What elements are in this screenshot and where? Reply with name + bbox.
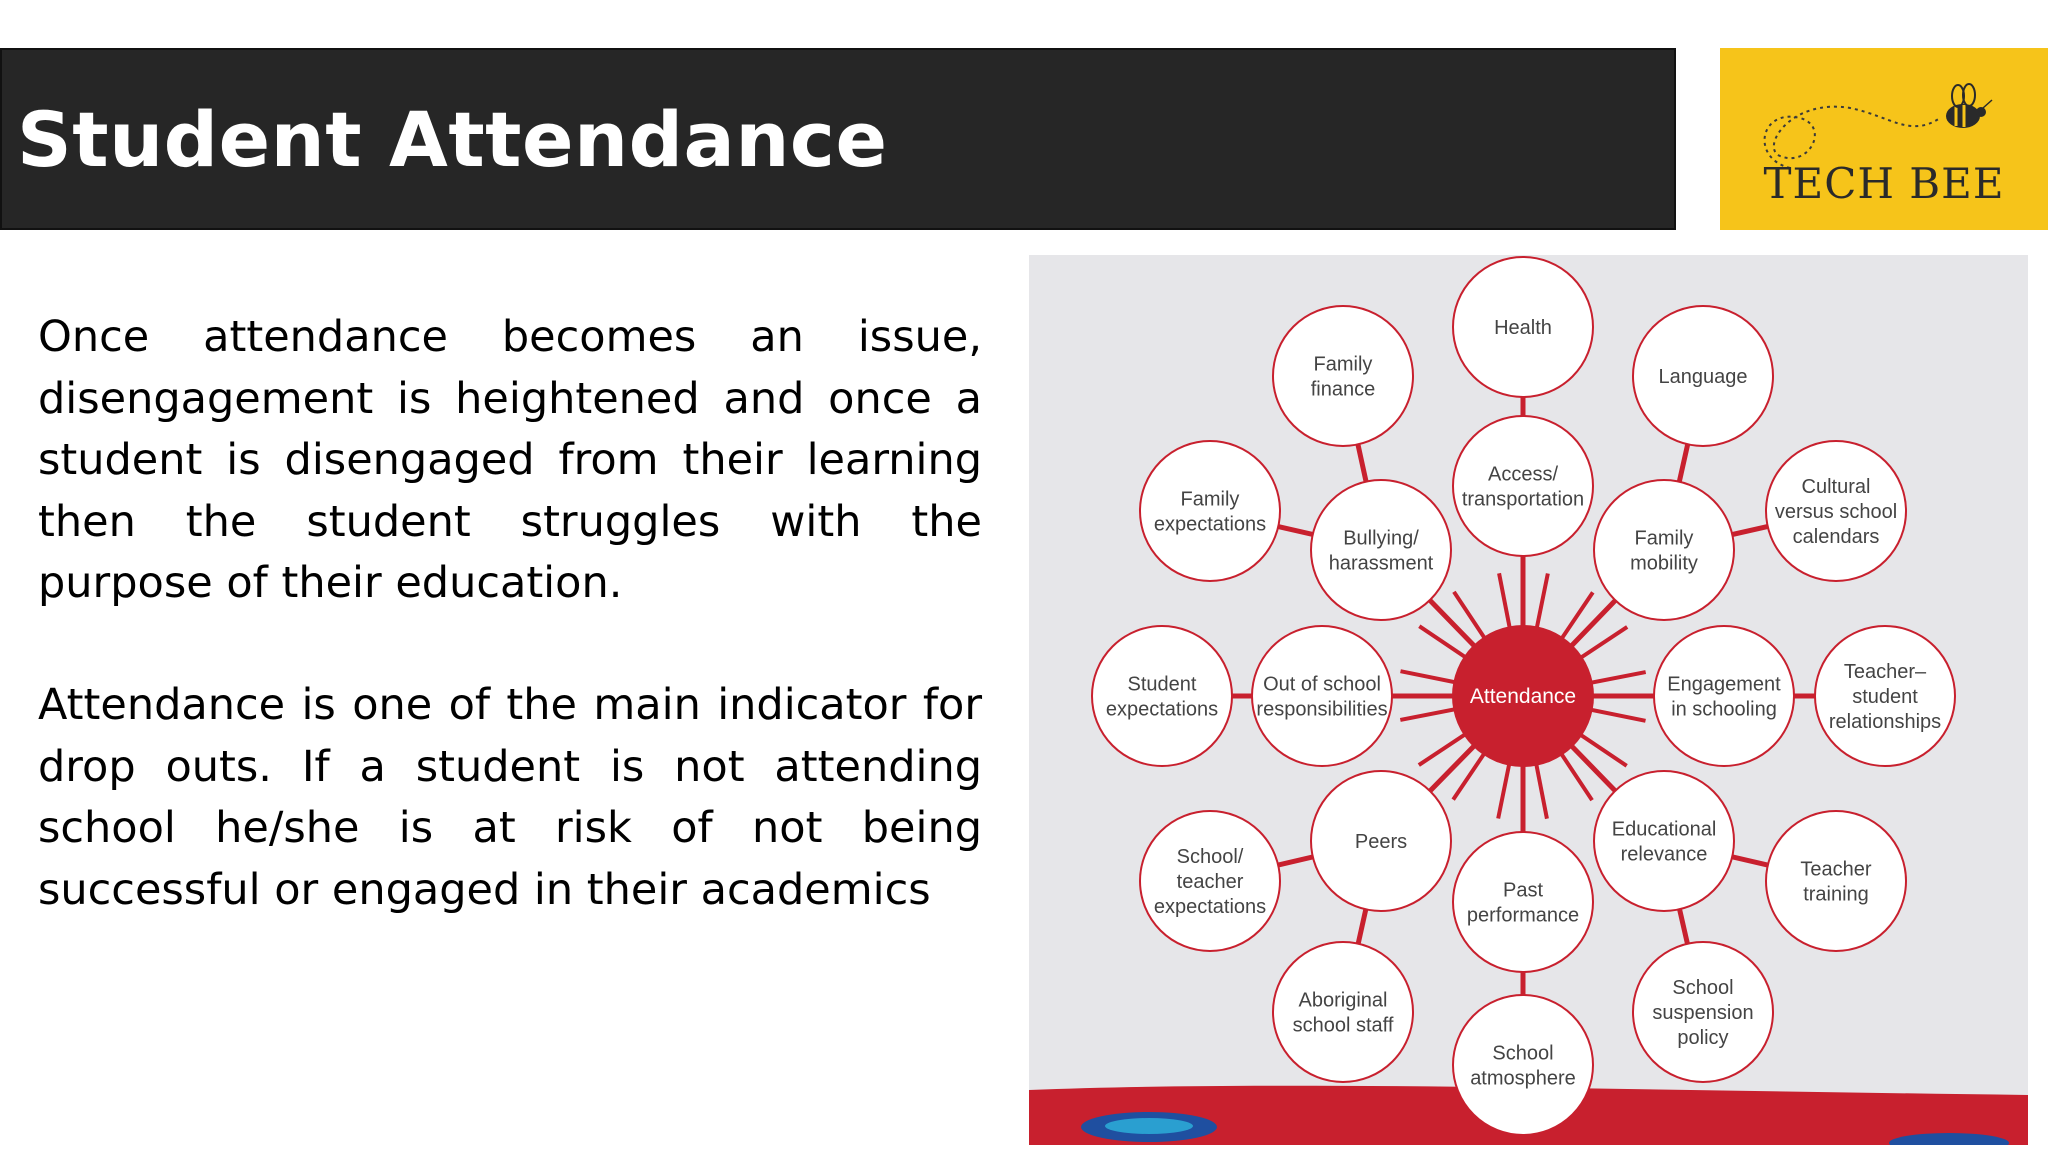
node-circle xyxy=(1594,480,1734,620)
title-bar xyxy=(0,48,1676,230)
node-label: relationships xyxy=(1828,711,1942,733)
node-label: finance xyxy=(1310,378,1376,401)
logo-text: TECH BEE xyxy=(1763,159,2005,208)
node-label: Engagement xyxy=(1667,673,1781,696)
node-teacher-student-relationships xyxy=(1815,626,1955,766)
node-school-suspension-policy xyxy=(1633,942,1773,1082)
node-label: expectations xyxy=(1153,896,1267,918)
node-label: Past xyxy=(1502,879,1544,902)
diagram-canvas xyxy=(1029,255,2028,1145)
node-circle xyxy=(1453,995,1593,1135)
node-label: performance xyxy=(1466,904,1580,927)
node-family-mobility xyxy=(1594,480,1734,620)
node-circle xyxy=(1453,832,1593,972)
node-label: responsibilities xyxy=(1256,698,1388,721)
attendance-factors-diagram xyxy=(1029,255,2028,1145)
node-out-of-school xyxy=(1252,626,1392,766)
node-label: School xyxy=(1672,977,1734,999)
node-label: transportation xyxy=(1461,488,1585,511)
node-label: Peers xyxy=(1354,831,1408,853)
node-health xyxy=(1453,257,1593,397)
node-label: Bullying/ xyxy=(1343,527,1419,550)
node-access-transportation xyxy=(1453,416,1593,556)
node-label: Language xyxy=(1658,366,1748,388)
node-school-teacher-expectations xyxy=(1140,811,1280,951)
node-label: versus school xyxy=(1774,501,1898,523)
node-engagement-in-schooling xyxy=(1654,626,1794,766)
node-label: School/ xyxy=(1176,846,1244,868)
node-educational-relevance xyxy=(1594,771,1734,911)
node-label: calendars xyxy=(1792,526,1880,548)
node-label: Cultural xyxy=(1801,476,1871,498)
node-label: expectations xyxy=(1153,513,1267,536)
node-circle xyxy=(1766,811,1906,951)
node-circle xyxy=(1654,626,1794,766)
node-circle xyxy=(1273,942,1413,1082)
node-label: Family xyxy=(1180,488,1240,511)
node-past-performance xyxy=(1453,832,1593,972)
node-circle xyxy=(1252,626,1392,766)
node-label: policy xyxy=(1677,1027,1729,1049)
node-label: Family xyxy=(1634,527,1694,550)
node-label: mobility xyxy=(1630,552,1698,575)
node-label: School xyxy=(1492,1042,1554,1065)
node-peers xyxy=(1311,771,1451,911)
node-label: Family xyxy=(1313,353,1373,376)
paragraph-2: Attendance is one of the main indicator for drop outs. If a student is not attending school he/she is at risk of not being successful or engaged in their academics xyxy=(38,680,982,915)
node-school-atmosphere xyxy=(1453,995,1593,1135)
node-family-expectations xyxy=(1140,441,1280,581)
node-label: training xyxy=(1803,883,1869,906)
node-label: relevance xyxy=(1620,843,1708,866)
node-label: Access/ xyxy=(1487,463,1559,486)
bee-logo-icon xyxy=(1720,48,2048,230)
node-circle xyxy=(1273,306,1413,446)
slide-title: Student Attendance xyxy=(17,95,888,184)
node-circle xyxy=(1594,771,1734,911)
node-label: student xyxy=(1852,686,1918,708)
node-label: Student xyxy=(1127,673,1197,696)
node-label: in schooling xyxy=(1671,698,1777,721)
node-label: Out of school xyxy=(1263,673,1381,696)
blue-swoosh-left-inner xyxy=(1105,1118,1193,1134)
node-family-finance xyxy=(1273,306,1413,446)
node-label: teacher xyxy=(1176,871,1244,893)
node-label: expectations xyxy=(1105,698,1219,721)
node-circle xyxy=(1140,441,1280,581)
node-label: atmosphere xyxy=(1470,1067,1576,1090)
node-label: Teacher xyxy=(1800,858,1872,881)
tech-bee-logo xyxy=(1720,48,2048,230)
node-label: suspension xyxy=(1652,1002,1754,1024)
node-circle xyxy=(1453,416,1593,556)
node-aboriginal-school-staff xyxy=(1273,942,1413,1082)
hub-label: Attendance xyxy=(1469,685,1577,708)
node-label: Health xyxy=(1494,317,1552,339)
node-label: Educational xyxy=(1611,818,1717,841)
node-student-expectations xyxy=(1092,626,1232,766)
node-label: Teacher– xyxy=(1843,661,1927,683)
node-cultural-calendars xyxy=(1766,441,1906,581)
node-circle xyxy=(1311,480,1451,620)
node-label: Aboriginal xyxy=(1298,989,1388,1012)
node-circle xyxy=(1092,626,1232,766)
node-label: harassment xyxy=(1328,552,1434,575)
node-teacher-training xyxy=(1766,811,1906,951)
node-language xyxy=(1633,306,1773,446)
paragraph-1: Once attendance becomes an issue, disengagement is heightened and once a student is disengaged from their learning then the student struggles with the purpose of their education. xyxy=(38,312,982,608)
node-bullying-harassment xyxy=(1311,480,1451,620)
node-label: school staff xyxy=(1292,1014,1394,1037)
